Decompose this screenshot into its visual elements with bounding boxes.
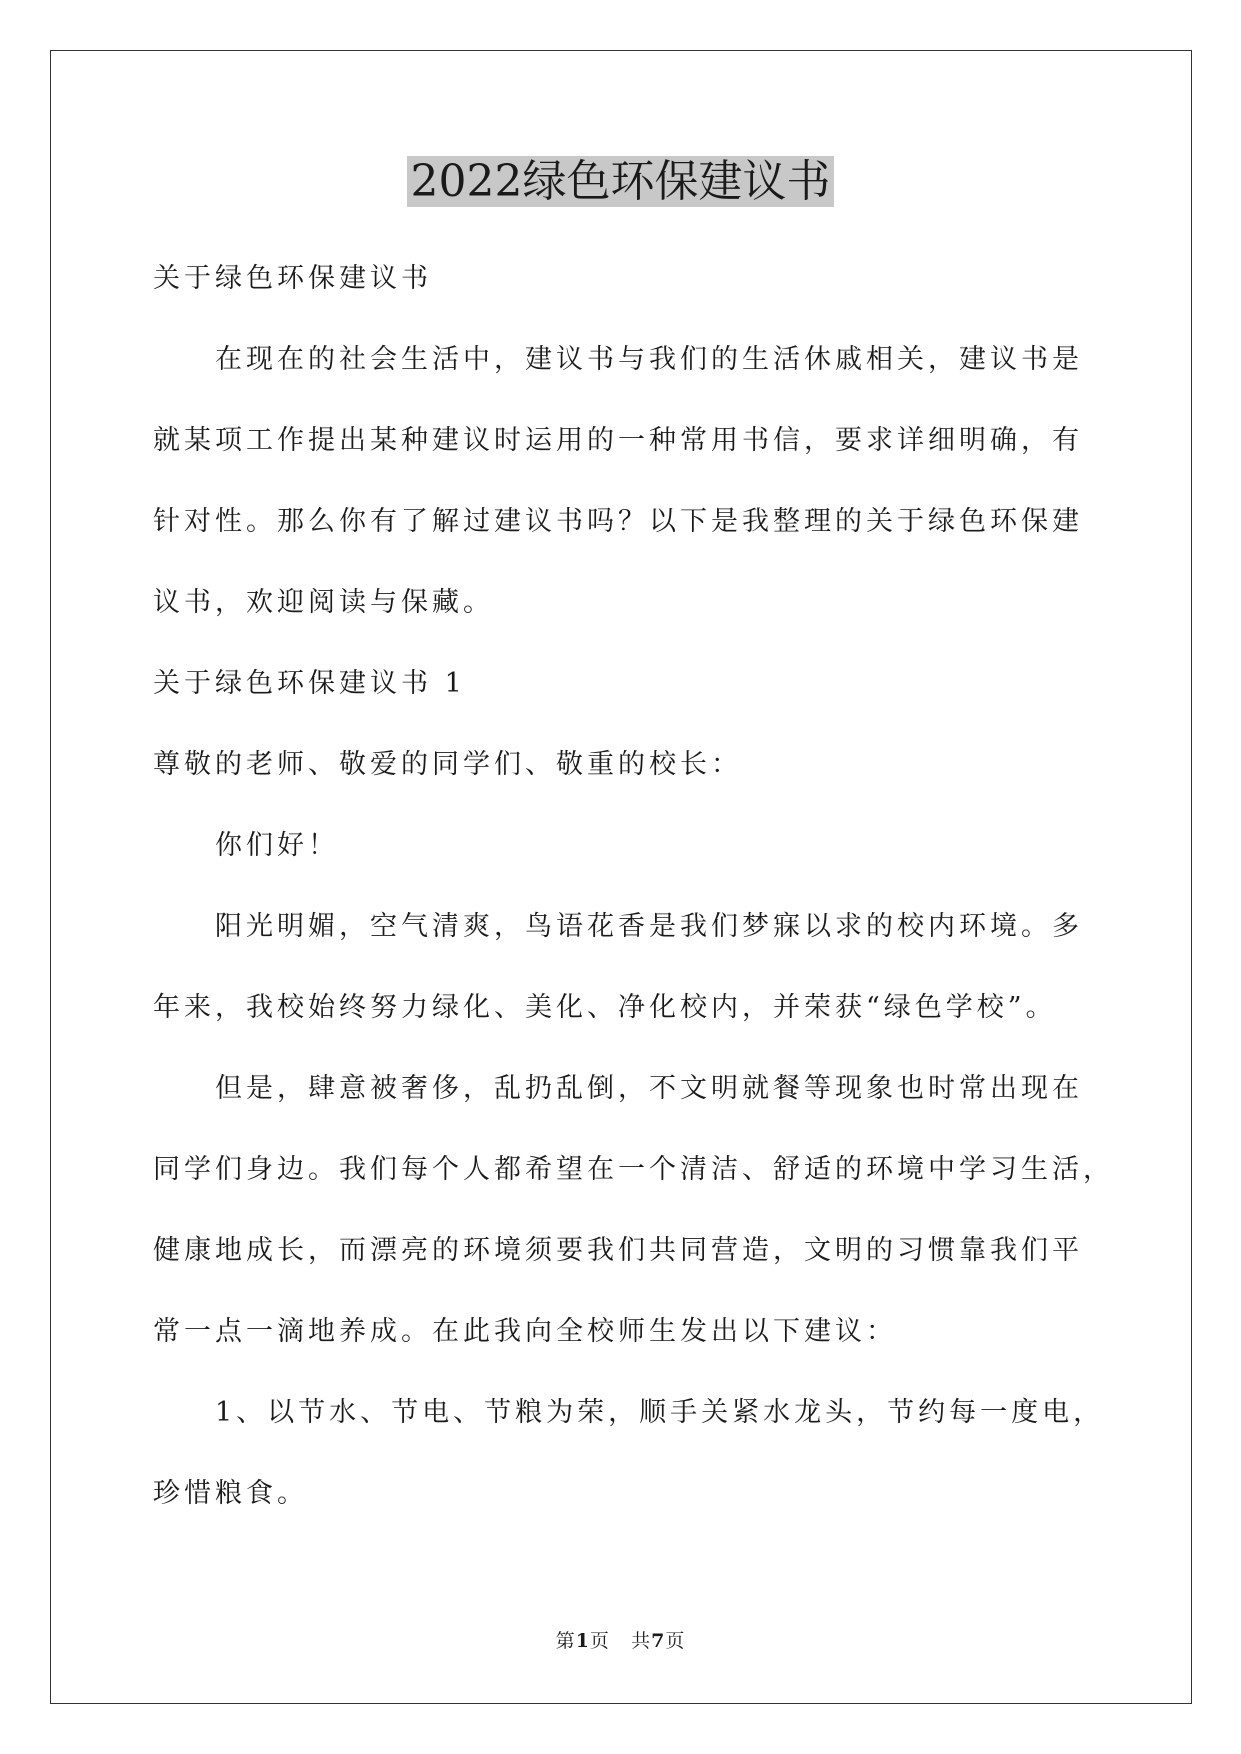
body-line: 关于绿色环保建议书 1 xyxy=(153,668,466,699)
body-line: 同学们身边。我们每个人都希望在一个清洁、舒适的环境中学习生活， xyxy=(153,1154,1114,1185)
body-line: 议书，欢迎阅读与保藏。 xyxy=(153,587,494,618)
total-page-count: 7 xyxy=(651,1630,666,1652)
body-line: 年来，我校始终努力绿化、美化、净化校内，并荣获“绿色学校”。 xyxy=(153,992,1057,1023)
body-line: 常一点一滴地养成。在此我向全校师生发出以下建议： xyxy=(153,1316,897,1347)
page-number-footer xyxy=(0,1627,1241,1655)
body-line: 1、以节水、节电、节粮为荣，顺手关紧水龙头，节约每一度电， xyxy=(215,1397,1105,1428)
document-body xyxy=(153,238,1114,1534)
current-page-number: 1 xyxy=(575,1630,590,1652)
body-line: 但是，肆意被奢侈，乱扔乱倒，不文明就餐等现象也时常出现在 xyxy=(215,1073,1083,1104)
body-line: 关于绿色环保建议书 xyxy=(153,263,432,294)
footer-page-unit: 页 xyxy=(589,1630,610,1652)
body-line: 珍惜粮食。 xyxy=(153,1478,308,1509)
body-line: 在现在的社会生活中，建议书与我们的生活休戚相关，建议书是 xyxy=(215,344,1083,375)
body-line: 阳光明媚，空气清爽，鸟语花香是我们梦寐以求的校内环境。多 xyxy=(215,911,1083,942)
body-line: 就某项工作提出某种建议时运用的一种常用书信，要求详细明确，有 xyxy=(153,425,1083,456)
footer-total-prefix: 共 xyxy=(631,1630,652,1652)
document-title xyxy=(0,152,1241,212)
body-line: 尊敬的老师、敬爱的同学们、敬重的校长： xyxy=(153,749,742,780)
body-line: 你们好！ xyxy=(215,830,339,861)
body-line: 针对性。那么你有了解过建议书吗？以下是我整理的关于绿色环保建 xyxy=(153,506,1083,537)
footer-total-unit: 页 xyxy=(665,1630,686,1652)
body-line: 健康地成长，而漂亮的环境须要我们共同营造，文明的习惯靠我们平 xyxy=(153,1235,1083,1266)
document-title-text: 2022绿色环保建议书 xyxy=(407,156,835,207)
footer-prefix: 第 xyxy=(555,1630,576,1652)
